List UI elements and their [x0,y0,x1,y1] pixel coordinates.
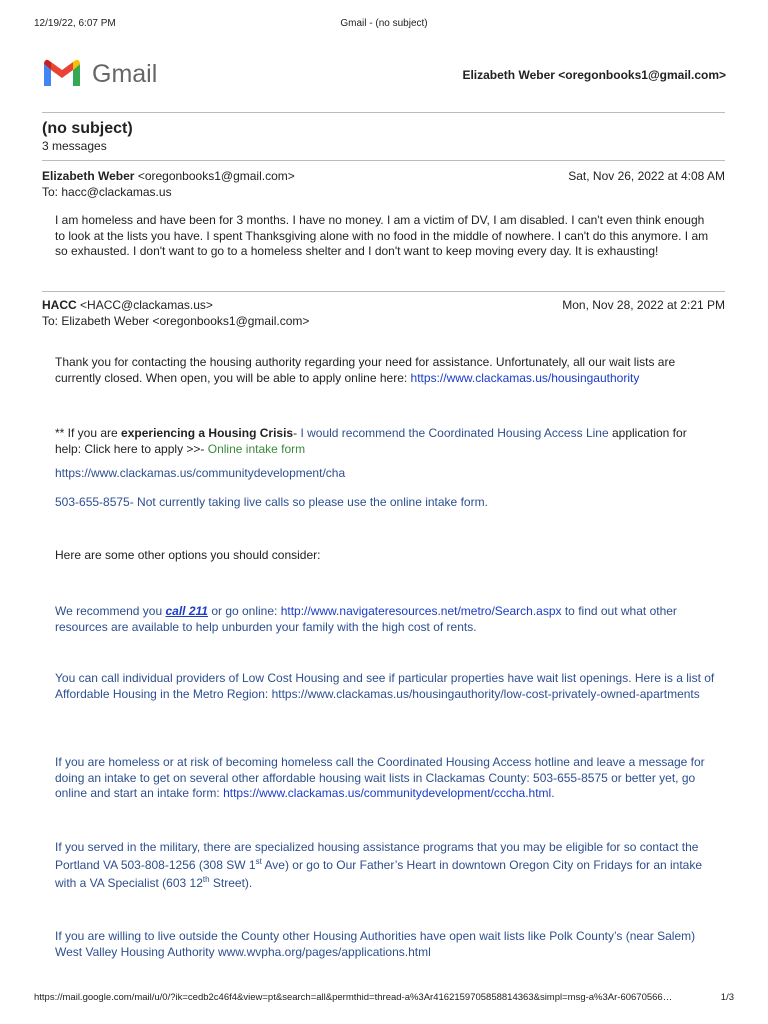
gmail-logo[interactable] [42,58,162,92]
message-2-sender [42,298,213,312]
divider [42,291,725,292]
paragraph-text: We recommend you [55,604,166,618]
thread-subject: (no subject) [42,120,133,137]
sender-email: <HACC@clackamas.us> [80,298,213,312]
paragraph-coordinated-access [55,755,715,802]
paragraph-211 [55,604,715,635]
superscript: th [202,875,210,884]
account-label: Elizabeth Weber <oregonbooks1@gmail.com> [462,68,726,82]
paragraph-text: to find out what other resources are available to help unburden your family with the high cost of rents. [55,604,677,634]
paragraph-text: ** If you are [55,426,122,440]
paragraph-text: or go online: [207,604,281,618]
housing-crisis-emphasis: experiencing a Housing Crisis [121,426,294,440]
paragraph-text: application for help: Click here to apply >>- [55,426,687,456]
paragraph-text: - [293,426,301,440]
superscript: st [255,857,262,866]
paragraph-text: If you served in the military, there are specialized housing assistance programs that you may be eligible for so contact the Portland VA 503-808-1256 (308 SW 1 [55,840,699,872]
paragraph-text: I would recommend the Coordinated Housing Access Line [300,426,609,440]
print-url: https://mail.google.com/mail/u/0/?ik=cedb2c46f4&view=pt&search=all&permthid=thread-a%3Ar4162159705858814363&simpl=msg-a%3Ar-60670566… [34,992,673,1003]
paragraph-housing-crisis [55,426,715,457]
paragraph-text: You can call individual providers of Low Cost Housing and see if particular properties have wait list openings. Here is a list of Affordable Housing in the Metro Region: [55,671,715,701]
housing-authority-link[interactable]: https://www.clackamas.us/housingauthority [410,370,640,385]
call-211-link[interactable]: call 211 [165,604,208,618]
sender-name: HACC [42,298,77,312]
message-1-recipient: To: hacc@clackamas.us [42,185,172,199]
message-2-date: Mon, Nov 28, 2022 at 2:21 PM [562,298,725,312]
print-datetime: 12/19/22, 6:07 PM [34,18,116,29]
paragraph-cha-link [55,466,715,482]
print-page-title: Gmail - (no subject) [340,18,428,29]
community-development-link[interactable]: https://www.clackamas.us/communitydevelopment/cha [55,466,346,480]
message-1-sender [42,169,295,183]
gmail-wordmark: Gmail [92,60,158,88]
online-intake-form-link[interactable]: Online intake form [207,441,306,456]
paragraph-text: Ave) or go to Our Father’s Heart in downtown Oregon City on Fridays for an intake with a VA Specialist (603 12 [55,858,703,890]
divider [42,112,725,113]
message-1-date: Sat, Nov 26, 2022 at 4:08 AM [568,169,725,183]
paragraph-text: . [551,786,555,800]
paragraph-text: Thank you for contacting the housing authority regarding your need for assistance. Unfortunately, all our wait lists are currently closed. When open, you will be able to apply online here: [55,355,676,385]
paragraph-wait-lists [55,355,715,386]
paragraph-low-cost-housing [55,671,715,702]
paragraph-text: If you are homeless or at risk of becoming homeless call the Coordinated Housing Access hotline and leave a message for doing an intake to get on several other affordable housing wait lists in Clackamas County: 503-655-8575 or better yet, go online and start an intake form: [55,755,705,800]
sender-email: <oregonbooks1@gmail.com> [137,169,295,183]
divider [42,160,725,161]
print-page-number: 1/3 [720,992,734,1003]
low-cost-housing-link[interactable]: https://www.clackamas.us/housingauthority/low-cost-privately-owned-apartments [271,686,700,701]
gmail-m-icon [42,58,82,88]
paragraph-phone: 503-655-8575- Not currently taking live calls so please use the online intake form. [55,495,488,509]
paragraph-other-options: Here are some other options you should consider: [55,548,321,562]
wvpha-link[interactable]: www.wvpha.org/pages/applications.html [217,944,431,959]
navigate-resources-link[interactable]: http://www.navigateresources.net/metro/Search.aspx [280,604,562,618]
paragraph-military [55,838,715,892]
sender-name: Elizabeth Weber [42,169,135,183]
cccha-link[interactable]: https://www.clackamas.us/communitydevelopment/cccha.html [223,786,552,800]
message-1-body: I am homeless and have been for 3 months. I have no money. I am a victim of DV, I am disabled. I can't even think enough to look at the lists you have. I spent Thanksgiving alone with no food in the middle of nowhere. I can't do this anymore. I am so exhausted. I don't want to go to a homeless shelter and I don't want to keep moving every day. It is exhausting! [55,213,709,258]
message-2-recipient: To: Elizabeth Weber <oregonbooks1@gmail.com> [42,314,310,328]
paragraph-text: Street). [209,876,253,890]
paragraph-text: If you are willing to live outside the County other Housing Authorities have open wait lists like Polk County’s (near Salem) West Valley Housing Authority [55,929,696,959]
paragraph-other-counties [55,929,715,960]
message-count: 3 messages [42,139,107,153]
